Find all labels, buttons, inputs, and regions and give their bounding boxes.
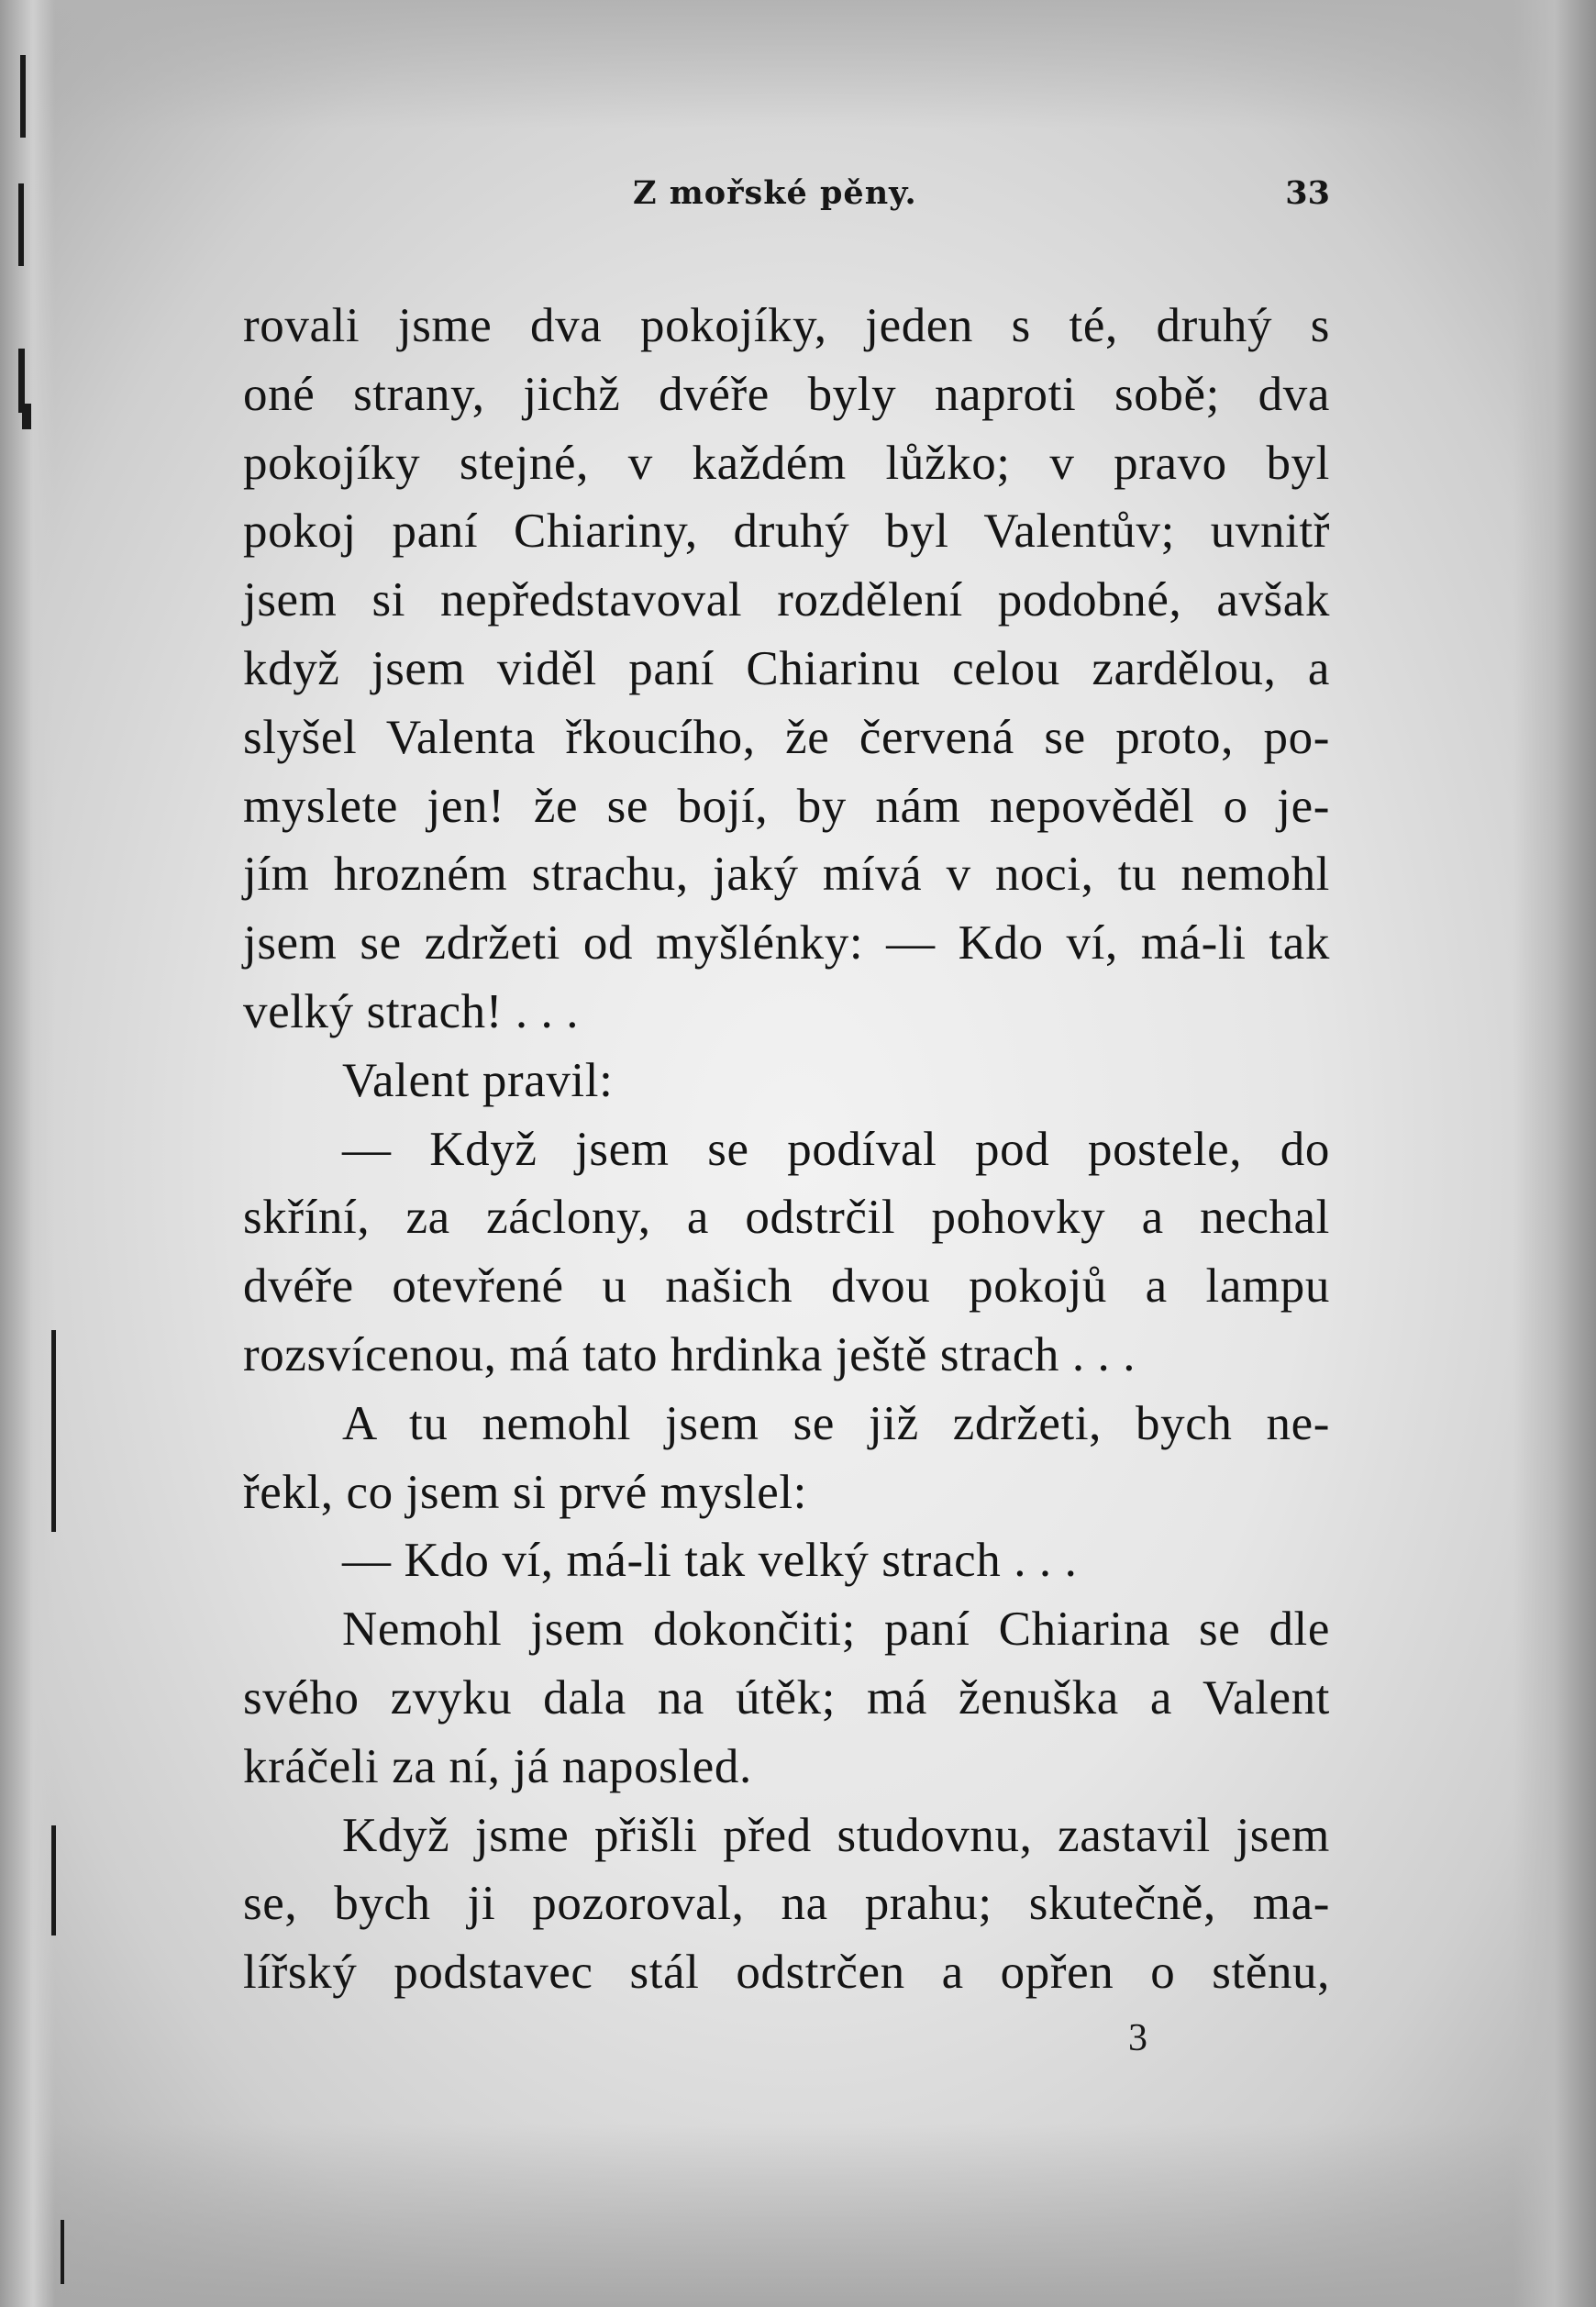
- text-line: řekl, co jsem si prvé myslel:: [243, 1465, 807, 1519]
- text-line: pokojíky stejné, v každém lůžko; v pravo byl: [243, 436, 1330, 490]
- text-line: slyšel Valenta řkoucího, že červená se proto, po-: [243, 710, 1330, 764]
- text-line: svého zvyku dala na útěk; má ženuška a Valent: [243, 1670, 1330, 1725]
- text-line: Když jsme přišli před studovnu, zastavil jsem: [342, 1808, 1330, 1862]
- page-shadow-bottom: [0, 2124, 1596, 2307]
- text-line: skříní, za záclony, a odstrčil pohovky a nechal: [243, 1191, 1330, 1245]
- text-line: oné strany, jichž dvéře byly naproti sobě; dva: [243, 367, 1330, 421]
- text-line: pokoj paní Chiariny, druhý byl Valentův; uvnitř: [243, 505, 1330, 559]
- page-shadow-left: [0, 0, 55, 2307]
- text-line: A tu nemohl jsem se již zdržeti, bych ne-: [342, 1396, 1330, 1450]
- text-line: rovali jsme dva pokojíky, jeden s té, druhý s: [243, 299, 1330, 352]
- page-header: [243, 174, 1330, 220]
- text-line: rozsvícenou, má tato hrdinka ještě strach . . .: [243, 1327, 1136, 1381]
- signature-mark: 3: [1128, 2017, 1147, 2059]
- text-line: — Kdo ví, má-li tak velký strach . . .: [342, 1534, 1078, 1588]
- page-shadow-top: [0, 0, 1596, 128]
- running-title: Z mořské pěny.: [633, 174, 917, 212]
- body-text: [243, 292, 1330, 2007]
- gutter-mark: [22, 404, 31, 429]
- text-line: dvéře otevřené u našich dvou pokojů a lampu: [243, 1259, 1330, 1314]
- gutter-mark: [61, 2220, 64, 2284]
- text-line: — Když jsem se podíval pod postele, do: [342, 1122, 1330, 1176]
- text-line: jsem si nepředstavoval rozdělení podobné, avšak: [243, 573, 1330, 627]
- text-line: lířský podstavec stál odstrčen a opřen o stěnu,: [243, 1946, 1330, 2000]
- gutter-mark: [18, 183, 24, 266]
- gutter-mark: [51, 1825, 56, 1935]
- text-line: myslete jen! že se bojí, by nám nepověděl o je-: [243, 779, 1330, 833]
- text-line: kráčeli za ní, já naposled.: [243, 1739, 752, 1793]
- text-line: když jsem viděl paní Chiarinu celou zardělou, a: [243, 641, 1330, 695]
- text-line: se, bych ji pozoroval, na prahu; skutečně, ma-: [243, 1877, 1330, 1931]
- page-shadow-right: [1513, 0, 1596, 2307]
- text-line: Valent pravil:: [342, 1053, 614, 1107]
- page-number: 33: [1285, 174, 1330, 212]
- text-line: Nemohl jsem dokončiti; paní Chiarina se dle: [342, 1603, 1330, 1657]
- text-line: velký strach! . . .: [243, 984, 580, 1038]
- text-line: jím hrozném strachu, jaký mívá v noci, tu nemohl: [243, 848, 1330, 902]
- text-line: jsem se zdržeti od myšlénky: — Kdo ví, má-li tak: [243, 916, 1330, 970]
- gutter-mark: [51, 1330, 56, 1532]
- gutter-mark: [20, 55, 26, 138]
